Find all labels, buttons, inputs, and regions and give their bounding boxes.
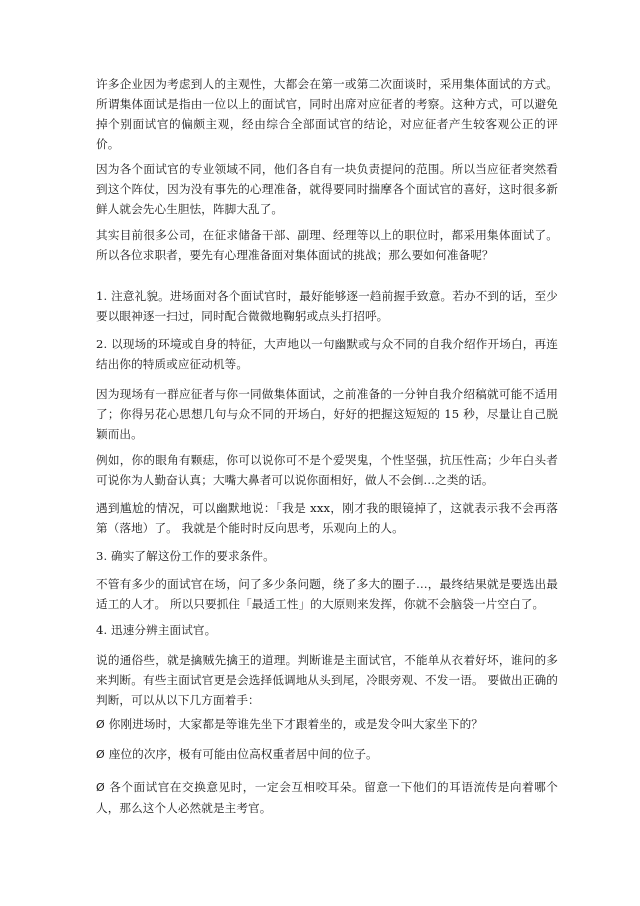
list-item-text: 你刚进场时，大家都是等谁先坐下才跟着坐的，或是发令叫大家坐下的？ <box>108 717 483 731</box>
paragraph-point-3: 3. 确实了解这份工作的要求条件。 <box>96 549 275 563</box>
paragraph-self-intro: 因为现场有一群应征者与你一同做集体面试，之前准备的一分钟自我介绍稿就可能不适用了；你得另花心思想几句与众不同的开场白，好好的把握这短短的 15 秒，尽量让自己脱颖而出。 <box>96 387 558 441</box>
bullet-icon: Ø <box>96 718 105 731</box>
list-item-text: 座位的次序，极有可能由位高权重者居中间的位子。 <box>108 747 378 761</box>
paragraph-point-1: 1. 注意礼貌。进场面对各个面试官时，最好能够逐一趋前握手致意。若办不到的话，至少要以眼神逐一扫过，同时配合微微地鞠躬或点头打招呼。 <box>96 289 558 323</box>
paragraph-job-fit: 不管有多少的面试官在场，问了多少条问题，绕了多大的圈子…，最终结果就是要选出最适工的人才。 所以只要抓住「最适工性」的大原则来发挥，你就不会脑袋一片空白了。 <box>96 577 558 611</box>
paragraph-awkward: 遇到尴尬的情况，可以幽默地说：「我是 xxx，刚才我的眼镜掉了，这就表示我不会再落第（落地）了。 我就是个能时时反向思考，乐观向上的人。 <box>96 501 558 535</box>
paragraph-point-4: 4. 迅速分辨主面试官。 <box>96 623 217 637</box>
list-item-text: 各个面试官在交换意见时，一定会互相咬耳朵。留意一下他们的耳语流传是向着哪个人，那么这个人必然就是主考官。 <box>96 780 558 815</box>
paragraph-identify-main: 说的通俗些，就是擒贼先擒王的道理。判断谁是主面试官，不能单从衣着好坏，谁问的多来判断。有些主面试官更是会选择低调地从头到尾，冷眼旁观、不发一语。 要做出正确的判断，可以从以下几方面着手： <box>96 653 558 707</box>
paragraph-companies: 其实目前很多公司，在征求储备干部、副理、经理等以上的职位时，都采用集体面试了。所以各位求职者，要先有心理准备面对集体面试的挑战；那么要如何准备呢？ <box>96 228 558 262</box>
list-item <box>96 744 558 765</box>
paragraph-interviewer-fields: 因为各个面试官的专业领域不同，他们各自有一块负责提问的范围。所以当应征者突然看到这个阵仗，因为没有事先的心理准备，就得要同时揣摩各个面试官的喜好，这时很多新鲜人就会先心生胆怯，阵脚大乱了。 <box>96 162 558 216</box>
bullet-icon: Ø <box>96 781 105 794</box>
list-item <box>96 714 558 735</box>
paragraph-point-2: 2. 以现场的环境或自身的特征，大声地以一句幽默或与众不同的自我介绍作开场白，再连结出你的特质或应征动机等。 <box>96 337 558 371</box>
paragraph-example: 例如，你的眼角有颗痣，你可以说你可不是个爱哭鬼，个性坚强，抗压性高；少年白头者可说你为人勤奋认真；大嘴大鼻者可以说你面相好，做人不会倒…之类的话。 <box>96 453 558 487</box>
paragraph-intro: 许多企业因为考虑到人的主观性，大都会在第一或第二次面谈时，采用集体面试的方式。所谓集体面试是指由一位以上的面试官，同时出席对应征者的考察。这种方式，可以避免掉个别面试官的偏颇主观，经由综合全部面试官的结论，对应征者产生较客观公正的评价。 <box>96 77 558 151</box>
list-item <box>96 777 558 818</box>
bullet-icon: Ø <box>96 748 105 761</box>
